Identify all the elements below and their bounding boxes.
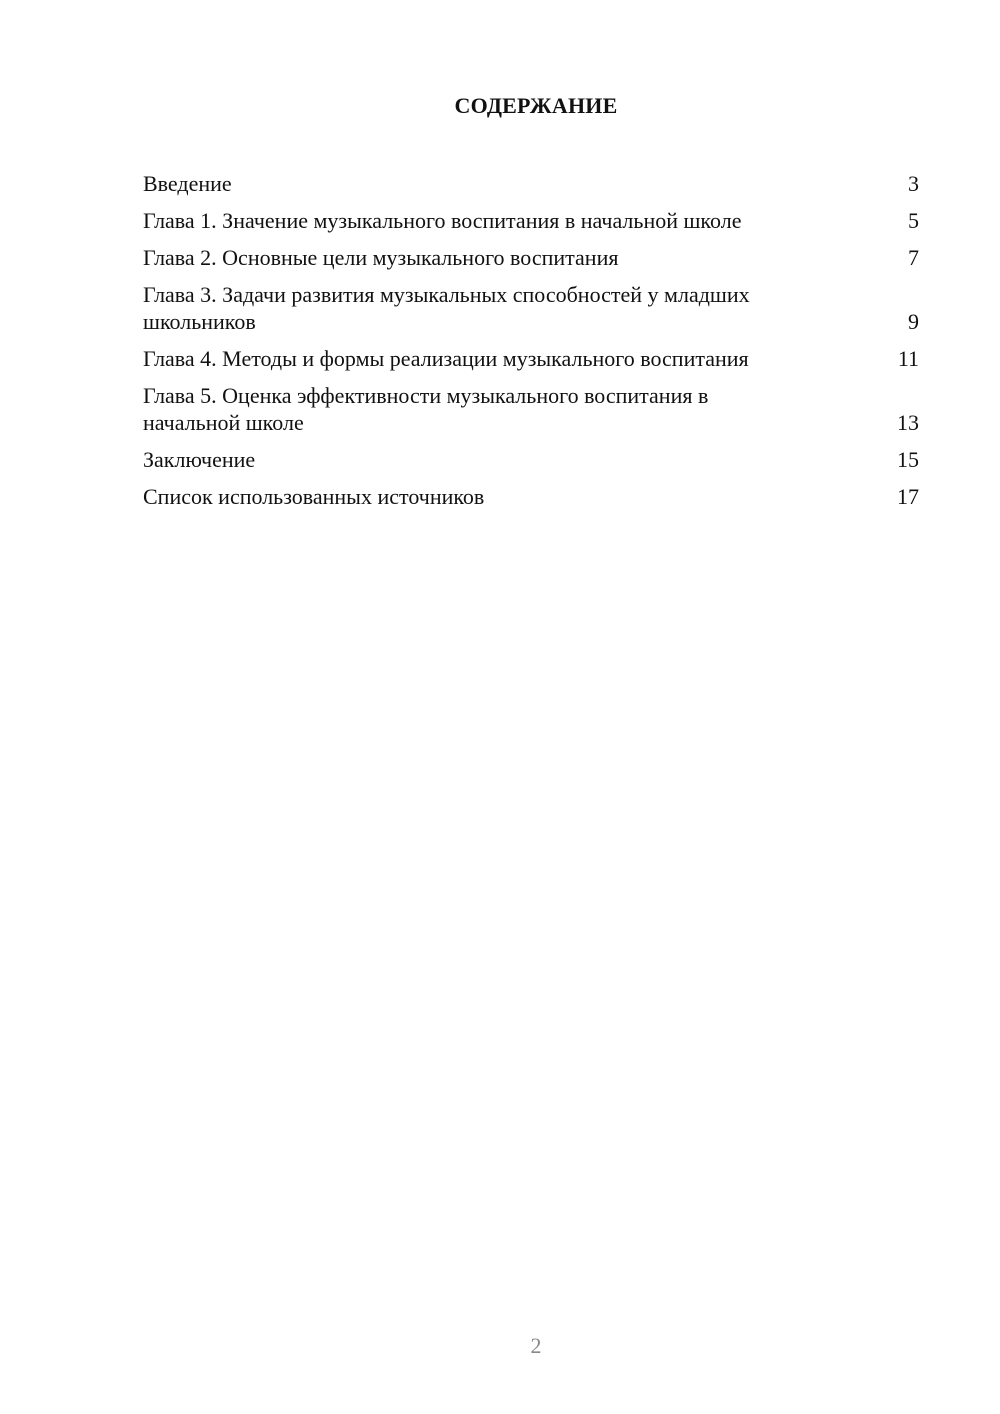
toc-entry-page-number: 11 <box>897 346 919 371</box>
table-of-contents <box>143 170 919 520</box>
toc-entry-page-number: 3 <box>908 171 919 196</box>
toc-entry-page-number: 7 <box>908 245 919 270</box>
toc-entry-title: Глава 2. Основные цели музыкального воспитания <box>143 245 619 270</box>
toc-entry-title: Глава 3. Задачи развития музыкальных способностей у младших школьников <box>143 282 750 334</box>
toc-entry-title: Глава 1. Значение музыкального воспитания в начальной школе <box>143 208 742 233</box>
toc-entry <box>143 345 919 372</box>
toc-entry <box>143 170 919 197</box>
toc-entry-page-number: 17 <box>897 484 919 509</box>
toc-entry-title: Заключение <box>143 447 256 472</box>
toc-entry-page-number: 5 <box>908 208 919 233</box>
toc-entry <box>143 244 919 271</box>
toc-entry <box>143 446 919 473</box>
page-title: СОДЕРЖАНИЕ <box>454 93 618 118</box>
page-number: 2 <box>530 1333 542 1358</box>
toc-entry-title: Глава 5. Оценка эффективности музыкального воспитания в начальной школе <box>143 383 709 435</box>
toc-entry <box>143 382 919 436</box>
toc-entry <box>143 207 919 234</box>
toc-entry-title: Список использованных источников <box>143 484 485 509</box>
toc-entry <box>143 281 919 335</box>
toc-entry-title: Введение <box>143 171 232 196</box>
toc-entry-page-number: 9 <box>908 309 919 334</box>
toc-entry-page-number: 13 <box>897 410 919 435</box>
toc-entry <box>143 483 919 510</box>
toc-entry-page-number: 15 <box>897 447 919 472</box>
toc-entry-title: Глава 4. Методы и формы реализации музыкального воспитания <box>143 346 749 371</box>
